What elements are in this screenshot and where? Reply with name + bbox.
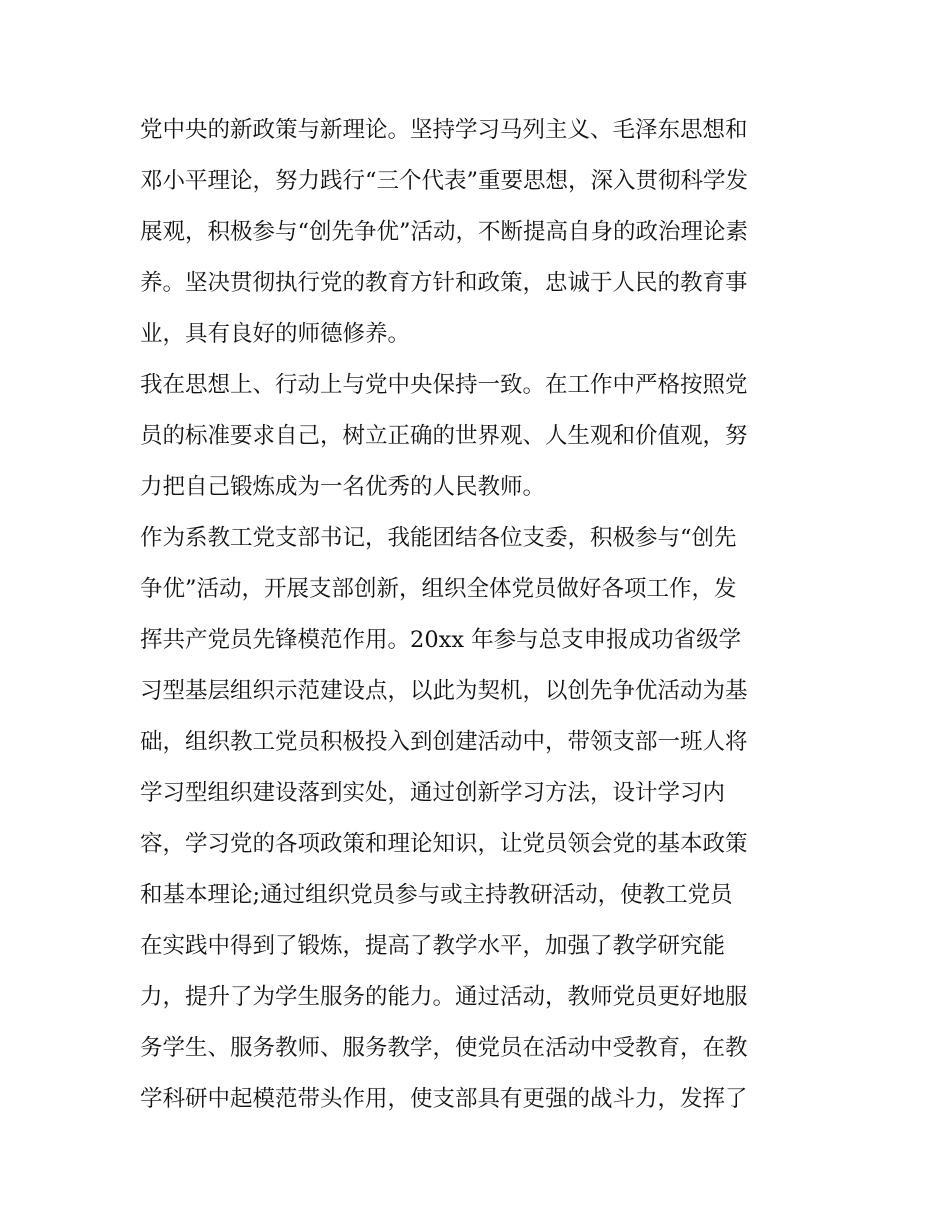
text-line: 养。坚决贯彻执行党的教育方针和政策，忠诚于人民的教育事 <box>140 270 748 296</box>
text-line: 习型基层组织示范建设点，以此为契机，以创先争优活动为基 <box>140 678 748 704</box>
text-line: 我在思想上、行动上与党中央保持一致。在工作中严格按照党 <box>140 372 748 398</box>
text-line: 作为系教工党支部书记，我能团结各位支委，积极参与“创先 <box>140 525 737 551</box>
document-body-text <box>140 105 840 1125</box>
text-line: 力把自己锻炼成为一名优秀的人民教师。 <box>140 474 546 500</box>
text-line: 展观，积极参与“创先争优”活动，不断提高自身的政治理论素 <box>140 219 749 245</box>
text-line: 础，组织教工党员积极投入到创建活动中，带领支部一班人将 <box>140 729 748 755</box>
text-line: 学科研中起模范带头作用，使支部具有更强的战斗力，发挥了 <box>140 1086 748 1112</box>
text-line: 学习型组织建设落到实处，通过创新学习方法，设计学习内 <box>140 780 726 806</box>
text-line: 和基本理论;通过组织党员参与或主持教研活动，使教工党员 <box>140 882 733 908</box>
text-line: 业，具有良好的师德修养。 <box>140 321 411 347</box>
text-line: 党中央的新政策与新理论。坚持学习马列主义、毛泽东思想和 <box>140 117 748 143</box>
text-line: 员的标准要求自己，树立正确的世界观、人生观和价值观，努 <box>140 423 748 449</box>
text-line: 在实践中得到了锻炼，提高了教学水平，加强了教学研究能 <box>140 933 726 959</box>
text-line: 邓小平理论，努力践行“三个代表”重要思想，深入贯彻科学发 <box>140 168 749 194</box>
text-line: 挥共产党员先锋模范作用。20xx 年参与总支申报成功省级学 <box>140 627 742 653</box>
text-line: 务学生、服务教师、服务教学，使党员在活动中受教育，在教 <box>140 1035 748 1061</box>
text-line: 容，学习党的各项政策和理论知识，让党员领会党的基本政策 <box>140 831 748 857</box>
text-line: 力，提升了为学生服务的能力。通过活动，教师党员更好地服 <box>140 984 748 1010</box>
text-line: 争优”活动，开展支部创新，组织全体党员做好各项工作，发 <box>140 576 737 602</box>
